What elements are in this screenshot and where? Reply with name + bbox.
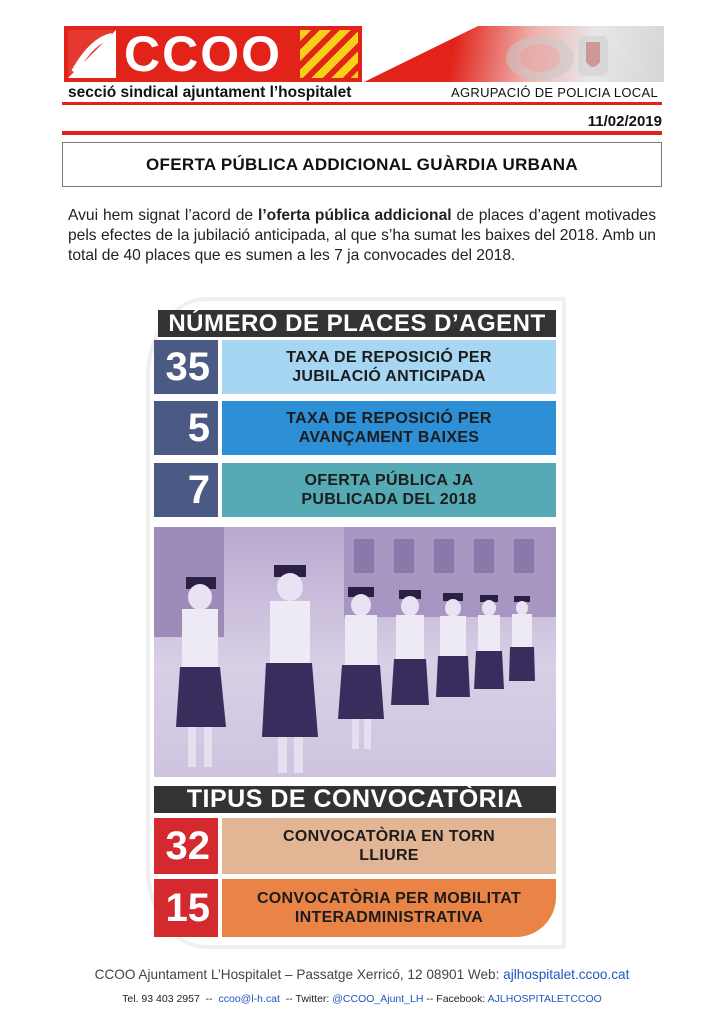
footer-address — [0, 967, 724, 982]
tipus-number — [154, 818, 218, 874]
ccoo-logo-text: CCOO — [124, 26, 282, 82]
document-title: OFERTA PÚBLICA ADDICIONAL GUÀRDIA URBANA — [62, 142, 662, 187]
police-badge-icon — [500, 28, 620, 80]
footer-web-link[interactable]: ajlhospitalet.ccoo.cat — [503, 967, 630, 982]
label-line: JUBILACIÓ ANTICIPADA — [292, 368, 486, 385]
label-line: PUBLICADA DEL 2018 — [301, 491, 477, 508]
footer-facebook-label: -- Facebook: — [423, 993, 488, 1005]
intro-paragraph — [68, 206, 656, 266]
police-parade-photo — [154, 527, 556, 777]
places-number-text: 35 — [165, 344, 210, 389]
footer-twitter-label: -- Twitter: — [279, 993, 333, 1005]
agrupacio-label: AGRUPACIÓ DE POLICIA LOCAL — [451, 85, 658, 100]
places-number-text: 5 — [187, 405, 210, 450]
tipus-label — [222, 879, 556, 937]
label-line: OFERTA PÚBLICA JA — [304, 472, 474, 489]
footer-address-text: CCOO Ajuntament L’Hospitalet – Passatge Xerricó, 12 08901 Web: — [94, 967, 504, 982]
label-line: CONVOCATÒRIA PER MOBILITAT — [256, 890, 522, 907]
tipus-number-text: 15 — [165, 885, 210, 930]
catalan-flag-icon — [300, 30, 358, 78]
label-line: INTERADMINISTRATIVA — [294, 909, 484, 926]
ccoo-logo-emblem — [68, 30, 116, 78]
label-line: TAXA DE REPOSICIÓ PER — [286, 349, 492, 366]
tipus-heading: TIPUS DE CONVOCATÒRIA — [154, 786, 556, 813]
places-label — [222, 463, 556, 517]
label-line: LLIURE — [359, 847, 419, 864]
places-number — [154, 463, 218, 517]
label-line: AVANÇAMENT BAIXES — [298, 429, 480, 446]
places-number-text: 7 — [187, 467, 210, 512]
footer-tel: Tel. 93 403 2957 — [122, 993, 200, 1005]
label-line: TAXA DE REPOSICIÓ PER — [286, 410, 492, 427]
footer-contact — [0, 993, 724, 1005]
footer-email-link[interactable]: ccoo@l-h.cat — [218, 993, 280, 1005]
label-line: CONVOCATÒRIA EN TORN — [283, 828, 495, 845]
tipus-number — [154, 879, 218, 937]
places-number — [154, 340, 218, 394]
tipus-number-text: 32 — [165, 823, 210, 868]
places-label — [222, 401, 556, 455]
paragraph-bold: l’oferta pública addicional — [258, 207, 452, 224]
footer-facebook-link[interactable]: AJLHOSPITALETCCOO — [487, 993, 602, 1005]
date-divider — [62, 131, 662, 135]
header-divider — [62, 102, 662, 105]
footer-separator: -- — [199, 993, 219, 1005]
section-title: secció sindical ajuntament l’hospitalet — [68, 84, 352, 101]
footer-twitter-link[interactable]: @CCOO_Ajunt_LH — [332, 993, 424, 1005]
places-number — [154, 401, 218, 455]
paragraph-text-2: de places d’agent motivades pels efectes de la jubilació anticipada, al que s’ha sumat les baixes del 2018. Amb un total de 40 places que es sumen a les 7 ja convocades del 2018. — [68, 207, 656, 264]
tipus-label — [222, 818, 556, 874]
document-date: 11/02/2019 — [587, 113, 662, 130]
paragraph-text-1: Avui hem signat l’acord de — [68, 207, 258, 224]
places-heading: NÚMERO DE PLACES D’AGENT — [158, 310, 556, 337]
places-label — [222, 340, 556, 394]
